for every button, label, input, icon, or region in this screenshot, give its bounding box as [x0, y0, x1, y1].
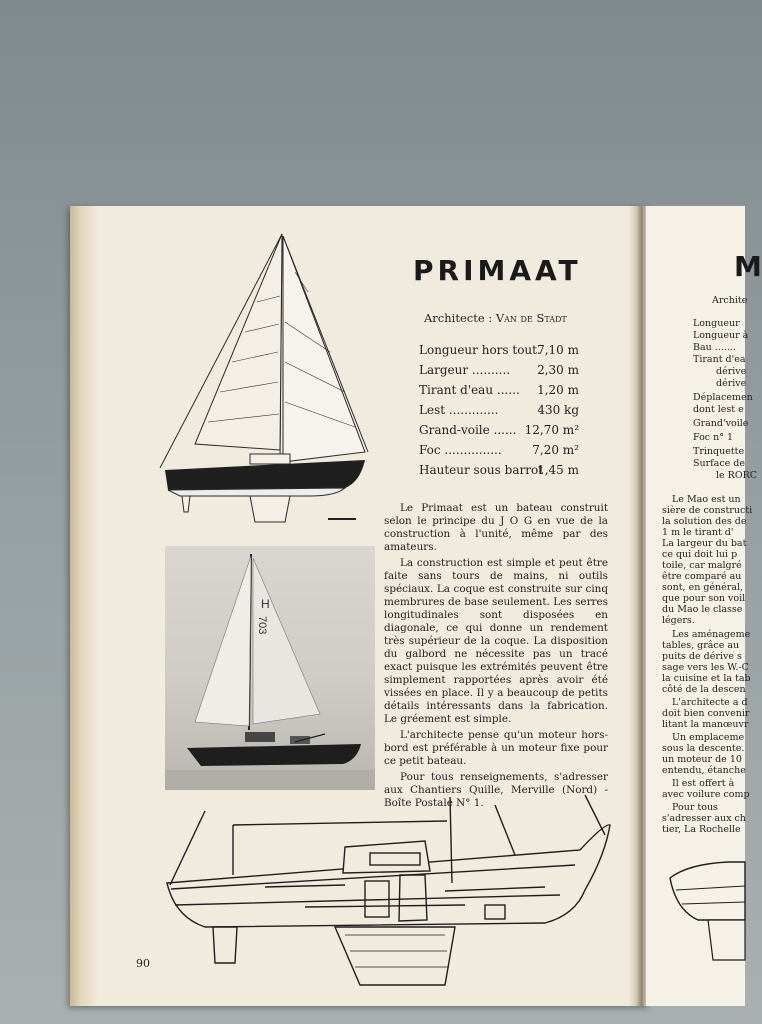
- sail-number: 703: [256, 616, 268, 635]
- facing-boat-drawing: [668, 860, 745, 970]
- spec-value: 2,30 m: [537, 363, 579, 377]
- facing-line: entendu, étanche: [662, 765, 746, 776]
- facing-line: 1 m le tirant d': [662, 527, 734, 538]
- sailboat-photo-drawing: [165, 546, 375, 790]
- facing-spec: Surface de: [693, 458, 746, 469]
- spec-label: Hauteur sous barrot: [419, 463, 543, 477]
- spec-row: [419, 443, 579, 459]
- spec-label: Tirant d'eau ......: [419, 383, 520, 397]
- architect-prefix: Architecte :: [424, 311, 496, 325]
- facing-line: un moteur de 10: [662, 754, 742, 765]
- facing-line: La largeur du bat: [662, 538, 747, 549]
- spec-value: 1,20 m: [537, 383, 579, 397]
- spec-value: 12,70 m²: [524, 423, 579, 437]
- spec-value: 430 kg: [537, 403, 579, 417]
- facing-line: toile, car malgré: [662, 560, 742, 571]
- facing-line: doit bien convenir: [662, 708, 750, 719]
- article-body: [384, 502, 608, 813]
- spec-row: [419, 343, 579, 359]
- facing-line: sage vers les W.-C: [662, 662, 749, 673]
- facing-spec: le RORC: [716, 470, 758, 481]
- article-paragraph: La construction est simple et peut être faite sans tours de mains, ni outils spéciaux. La coque est construite sur cinq membrures de base seulement. Les serres longitudinales sont disposées en diagonale, ce qui donne un rendement très supérieur de la coque. La disposition du galbord ne nécessite pas un tracé exact puisque les extrémités peuvent être simplement rapportées après avoir été vissées en place. Il y a beaucoup de petits détails intéressants dans la fabrication. Le gréement est simple.: [384, 557, 608, 725]
- facing-architect: Archite: [712, 295, 748, 306]
- spec-label: Largeur ..........: [419, 363, 511, 377]
- spec-label: Lest .............: [419, 403, 499, 417]
- facing-page-title: M: [734, 250, 762, 283]
- spec-label: Grand-voile ......: [419, 423, 517, 437]
- page-title: PRIMAAT: [413, 254, 582, 287]
- spec-label: Foc ...............: [419, 443, 502, 457]
- facing-line: du Mao le classe: [662, 604, 743, 615]
- facing-spec: dont lest e: [693, 404, 744, 415]
- facing-line: Il est offert à: [672, 778, 735, 789]
- facing-line: être comparé au: [662, 571, 742, 582]
- facing-line: sous la descente.: [662, 743, 745, 754]
- facing-line: la cuisine et la tab: [662, 673, 751, 684]
- spec-row: [419, 423, 579, 439]
- facing-spec: Déplacemen: [693, 392, 753, 403]
- facing-line: Pour tous: [672, 802, 718, 813]
- facing-spec: Longueur: [693, 318, 740, 329]
- profile-plan-drawing: [165, 795, 615, 995]
- spec-value: 7,20 m²: [532, 443, 579, 457]
- facing-line: Un emplaceme: [672, 732, 745, 743]
- facing-line: L'architecte a d: [672, 697, 748, 708]
- spec-row: [419, 463, 579, 479]
- facing-spec: dérive: [716, 366, 747, 377]
- facing-line: sière de constructi: [662, 505, 753, 516]
- sail-letter: H: [261, 597, 270, 611]
- facing-line: puits de dérive s: [662, 651, 742, 662]
- facing-line: la solution des de: [662, 516, 747, 527]
- facing-line: tier, La Rochelle: [662, 824, 741, 835]
- spec-row: [419, 403, 579, 419]
- facing-line: s'adresser aux ch: [662, 813, 746, 824]
- sail-plan-drawing: [160, 232, 375, 527]
- facing-line: tables, grâce au: [662, 640, 740, 651]
- facing-line: Le Mao est un: [672, 494, 741, 505]
- facing-spec: Tirant d'ea: [693, 354, 746, 365]
- page-edge: [70, 206, 98, 1006]
- facing-line: légers.: [662, 615, 695, 626]
- facing-spec: Longueur à: [693, 330, 749, 341]
- facing-spec: Trinquette: [693, 446, 745, 457]
- facing-line: avec voilure comp: [662, 789, 750, 800]
- facing-line: litant la manœuvr: [662, 719, 749, 730]
- spec-row: [419, 363, 579, 379]
- facing-spec: dérive: [716, 378, 747, 389]
- facing-line: Les aménageme: [672, 629, 751, 640]
- page-number: 90: [136, 957, 150, 970]
- facing-line: que pour son voil: [662, 593, 746, 604]
- facing-spec: Foc n° 1: [693, 432, 734, 443]
- facing-line: sont, en général,: [662, 582, 744, 593]
- facing-spec: Grand'voile: [693, 418, 749, 429]
- spec-value: 7,10 m: [537, 343, 579, 357]
- facing-line: ce qui doit lui p: [662, 549, 738, 560]
- article-paragraph: L'architecte pense qu'un moteur hors-bord est préférable à un moteur fixe pour ce petit bateau.: [384, 729, 608, 767]
- book-gutter: [628, 206, 646, 1006]
- spec-value: 1,45 m: [537, 463, 579, 477]
- facing-line: côté de la descen: [662, 684, 746, 695]
- article-paragraph: Le Primaat est un bateau construit selon le principe du J O G en vue de la construction à l'unité, même par des amateurs.: [384, 502, 608, 553]
- facing-spec: Bau .......: [693, 342, 736, 353]
- spec-label: Longueur hors tout.: [419, 343, 541, 357]
- architect-line: [424, 311, 567, 325]
- spec-row: [419, 383, 579, 399]
- article-paragraph: Pour tous renseignements, s'adresser aux Chantiers Quille, Merville (Nord) - Boîte Postale N° 1.: [384, 771, 608, 809]
- architect-name: Van de Stadt: [495, 311, 567, 325]
